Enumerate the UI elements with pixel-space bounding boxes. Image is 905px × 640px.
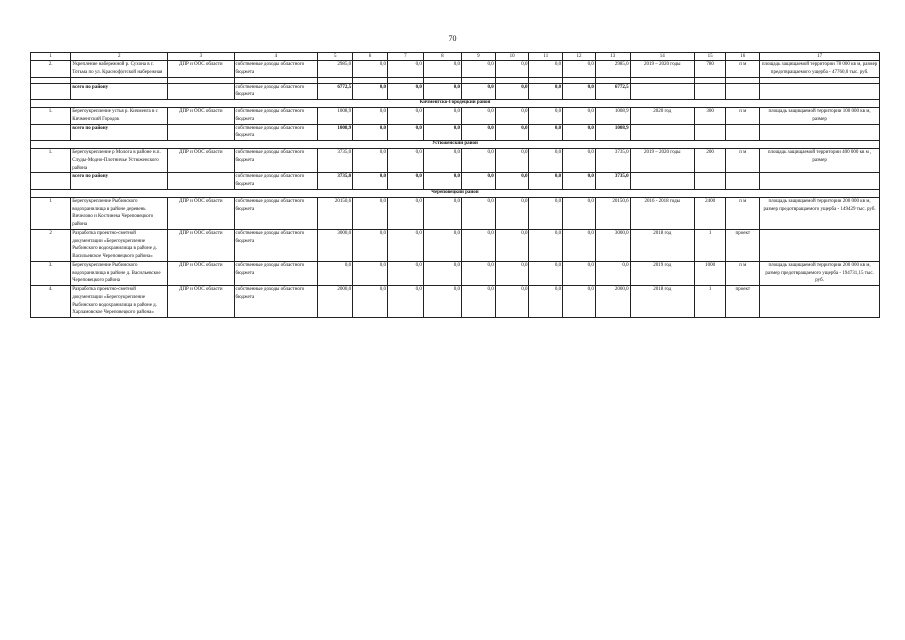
amount-cell: 0,0	[529, 286, 563, 318]
amount-cell: 2000,0	[318, 286, 353, 318]
amount-cell: 0,0	[387, 173, 423, 190]
result	[760, 83, 880, 100]
amount-cell: 0,0	[387, 108, 423, 125]
funding-source: собственные доходы областного бюджета	[234, 261, 318, 285]
amount-cell: 20150,6	[595, 197, 630, 229]
amount-cell: 0,0	[563, 261, 596, 285]
amount-cell: 6772,5	[595, 83, 630, 100]
funding-source: собственные доходы областного бюджета	[234, 124, 318, 141]
executor: ДПР и ООС области	[168, 149, 234, 173]
amount-cell: 0,0	[423, 286, 461, 318]
amount-cell: 0,0	[353, 173, 388, 190]
amount-cell: 2985,0	[318, 61, 353, 78]
column-number-7: 7	[387, 53, 423, 61]
funding-source: собственные доходы областного бюджета	[234, 108, 318, 125]
amount-cell: 0,0	[563, 61, 596, 78]
object-name: всего по району	[71, 124, 168, 141]
result: площадь защищаемой территории 400 000 кв м , размер	[760, 149, 880, 173]
funding-source: собственные доходы областного бюджета	[234, 197, 318, 229]
table-row	[31, 229, 880, 261]
years: 2019 – 2020 годы	[630, 149, 694, 173]
amount-cell: 0,0	[563, 108, 596, 125]
amount-cell: 0,0	[353, 83, 388, 100]
unit: п м	[726, 197, 760, 229]
amount-cell: 6772,5	[318, 83, 353, 100]
executor	[168, 83, 234, 100]
unit	[726, 173, 760, 190]
result	[760, 286, 880, 318]
amount-cell: 0,0	[461, 229, 495, 261]
amount-cell: 0,0	[423, 173, 461, 190]
result: площадь защищаемой территории 200 000 кв м, размер предотвращаемого ущерба - 194731,15 тыс. руб.	[760, 261, 880, 285]
amount-cell: 3735,0	[318, 149, 353, 173]
years: 2018 год	[630, 286, 694, 318]
amount-cell: 0,0	[563, 149, 596, 173]
amount-cell: 0,0	[423, 229, 461, 261]
amount-cell: 0,0	[461, 173, 495, 190]
amount-cell: 0,0	[387, 286, 423, 318]
column-number-14: 14	[630, 53, 694, 61]
amount-cell: 0,0	[387, 197, 423, 229]
amount-cell: 0,0	[529, 149, 563, 173]
executor: ДПР и ООС области	[168, 61, 234, 78]
amount-cell: 3000,0	[595, 229, 630, 261]
district-row	[31, 100, 880, 108]
header-row	[31, 53, 880, 61]
amount-cell: 0,0	[595, 261, 630, 285]
row-number: 2.	[31, 61, 71, 78]
unit: проект	[726, 229, 760, 261]
amount-cell: 0,0	[529, 173, 563, 190]
amount-cell: 0,0	[529, 261, 563, 285]
column-number-2: 2	[71, 53, 168, 61]
amount-cell: 3735,0	[318, 173, 353, 190]
amount-cell: 1008,9	[318, 108, 353, 125]
quantity: 200	[694, 149, 726, 173]
table-row	[31, 197, 880, 229]
amount-cell: 0,0	[495, 229, 529, 261]
district-title: Череповецкий район	[31, 189, 880, 197]
row-number	[31, 173, 71, 190]
row-number: 1	[31, 197, 71, 229]
column-number-11: 11	[529, 53, 563, 61]
amount-cell: 0,0	[423, 83, 461, 100]
amount-cell: 0,0	[563, 197, 596, 229]
amount-cell: 0,0	[529, 124, 563, 141]
amount-cell: 2000,0	[595, 286, 630, 318]
column-number-4: 4	[234, 53, 318, 61]
amount-cell: 0,0	[353, 229, 388, 261]
column-number-1: 1	[31, 53, 71, 61]
amount-cell: 0,0	[529, 83, 563, 100]
amount-cell: 0,0	[495, 124, 529, 141]
quantity	[694, 83, 726, 100]
amount-cell: 0,0	[461, 61, 495, 78]
object-name: всего по району	[71, 83, 168, 100]
executor: ДПР и ООС области	[168, 197, 234, 229]
amount-cell: 0,0	[353, 261, 388, 285]
amount-cell: 0,0	[387, 124, 423, 141]
row-number	[31, 124, 71, 141]
object-name: Берегоукрепление Рыбинского водохранилища в районе деревень Вичелово и Костинека Череповецкого района	[71, 197, 168, 229]
amount-cell: 3735,0	[595, 149, 630, 173]
result: площадь защищаемой территории 100 000 кв м, размер	[760, 108, 880, 125]
amount-cell: 1008,9	[318, 124, 353, 141]
quantity: 300	[694, 108, 726, 125]
amount-cell: 20150,6	[318, 197, 353, 229]
table-row	[31, 286, 880, 318]
column-number-8: 8	[423, 53, 461, 61]
object-name: Берегоукрепление устья р. Кичменга в с Кичменгский Городок	[71, 108, 168, 125]
amount-cell: 0,0	[495, 197, 529, 229]
object-name: Берегоукрепление р Молога в районе н.п. Слуды-Модно-Плотничье Устюженского района	[71, 149, 168, 173]
row-number: 1.	[31, 108, 71, 125]
amount-cell: 0,0	[461, 124, 495, 141]
amount-cell: 0,0	[563, 229, 596, 261]
years: 2020 год	[630, 108, 694, 125]
years	[630, 173, 694, 190]
amount-cell: 0,0	[461, 197, 495, 229]
amount-cell: 0,0	[461, 286, 495, 318]
funding-source: собственные доходы областного бюджета	[234, 61, 318, 78]
table-row	[31, 149, 880, 173]
column-number-10: 10	[495, 53, 529, 61]
amount-cell: 0,0	[495, 61, 529, 78]
quantity: 780	[694, 61, 726, 78]
amount-cell: 3000,0	[318, 229, 353, 261]
amount-cell: 0,0	[353, 197, 388, 229]
years	[630, 83, 694, 100]
amount-cell: 0,0	[461, 108, 495, 125]
amount-cell: 0,0	[387, 261, 423, 285]
funding-source: собственные доходы областного бюджета	[234, 149, 318, 173]
result	[760, 124, 880, 141]
executor: ДПР и ООС области	[168, 261, 234, 285]
district-total-row	[31, 124, 880, 141]
amount-cell: 0,0	[495, 83, 529, 100]
amount-cell: 0,0	[529, 61, 563, 78]
district-total-row	[31, 83, 880, 100]
amount-cell: 0,0	[563, 124, 596, 141]
object-name: Укрепление набережной р. Сухона в г. Тотьма по ул. Красноф|отской набережная	[71, 61, 168, 78]
amount-cell: 0,0	[529, 197, 563, 229]
program-table	[30, 52, 880, 318]
years: 2016 - 2018 годы	[630, 197, 694, 229]
district-row	[31, 189, 880, 197]
district-row	[31, 141, 880, 149]
amount-cell: 0,0	[495, 173, 529, 190]
object-name: Разработка проектно-сметной документации «Берегоукрепление Рыбинского водохранилища в районе д. Харламовское Череповецкого района»	[71, 286, 168, 318]
unit: п м	[726, 61, 760, 78]
unit	[726, 83, 760, 100]
amount-cell: 0,0	[495, 261, 529, 285]
amount-cell: 0,0	[563, 173, 596, 190]
row-number: 4.	[31, 286, 71, 318]
executor: ДПР и ООС области	[168, 108, 234, 125]
funding-source: собственные доходы областного бюджета	[234, 83, 318, 100]
amount-cell: 2985,0	[595, 61, 630, 78]
quantity: 1	[694, 229, 726, 261]
amount-cell: 0,0	[461, 261, 495, 285]
years	[630, 124, 694, 141]
column-number-17: 17	[760, 53, 880, 61]
executor: ДПР и ООС области	[168, 286, 234, 318]
years: 2019 – 2020 годы	[630, 61, 694, 78]
amount-cell: 0,0	[387, 229, 423, 261]
result: площадь защищаемой территории 200 000 кв м, размер предотвращаемого ущерба - 149429 тыс. руб.	[760, 197, 880, 229]
page-number: 70	[448, 34, 457, 43]
amount-cell: 0,0	[353, 108, 388, 125]
amount-cell: 1008,9	[595, 108, 630, 125]
unit: проект	[726, 286, 760, 318]
funding-source: собственные доходы областного бюджета	[234, 173, 318, 190]
amount-cell: 0,0	[495, 149, 529, 173]
district-title: Устюженский район	[31, 141, 880, 149]
amount-cell: 0,0	[353, 149, 388, 173]
unit	[726, 124, 760, 141]
column-number-15: 15	[694, 53, 726, 61]
result: площадь защищаемой территории 78 000 кв м, размер предотвращаемого ущерба - 47760,0 тыс. руб.	[760, 61, 880, 78]
column-number-6: 6	[353, 53, 388, 61]
executor	[168, 173, 234, 190]
amount-cell: 0,0	[353, 124, 388, 141]
years: 2019 год	[630, 261, 694, 285]
executor: ДПР и ООС области	[168, 229, 234, 261]
unit: п м	[726, 108, 760, 125]
amount-cell: 0,0	[387, 149, 423, 173]
amount-cell: 0,0	[495, 108, 529, 125]
amount-cell: 1008,9	[595, 124, 630, 141]
quantity	[694, 173, 726, 190]
amount-cell: 0,0	[495, 286, 529, 318]
amount-cell: 0,0	[461, 149, 495, 173]
unit: п м	[726, 261, 760, 285]
quantity: 2400	[694, 197, 726, 229]
quantity: 1	[694, 286, 726, 318]
amount-cell: 3735,0	[595, 173, 630, 190]
district-title: Кичменгско-Городецкий район	[31, 100, 880, 108]
result	[760, 229, 880, 261]
column-number-3: 3	[168, 53, 234, 61]
object-name: Разработка проектно-сметной документации «Берегоукрепление Рыбинского водохранилища в районе д. Васильевское Череповецкого района»	[71, 229, 168, 261]
object-name: всего по району	[71, 173, 168, 190]
amount-cell: 0,0	[461, 83, 495, 100]
column-number-16: 16	[726, 53, 760, 61]
funding-source: собственные доходы областного бюджета	[234, 229, 318, 261]
table-row	[31, 261, 880, 285]
column-number-9: 9	[461, 53, 495, 61]
funding-source: собственные доходы областного бюджета	[234, 286, 318, 318]
row-number: 3.	[31, 261, 71, 285]
table-row	[31, 61, 880, 78]
table-row	[31, 108, 880, 125]
row-number	[31, 83, 71, 100]
executor	[168, 124, 234, 141]
amount-cell: 0,0	[563, 83, 596, 100]
years: 2018 год	[630, 229, 694, 261]
column-number-5: 5	[318, 53, 353, 61]
amount-cell: 0,0	[353, 286, 388, 318]
quantity: 1000	[694, 261, 726, 285]
row-number: 2	[31, 229, 71, 261]
column-number-12: 12	[563, 53, 596, 61]
amount-cell: 0,0	[423, 197, 461, 229]
amount-cell: 0,0	[423, 149, 461, 173]
result	[760, 173, 880, 190]
unit: п м	[726, 149, 760, 173]
row-number: 1.	[31, 149, 71, 173]
amount-cell: 0,0	[529, 108, 563, 125]
amount-cell: 0,0	[529, 229, 563, 261]
amount-cell: 0,0	[353, 61, 388, 78]
amount-cell: 0,0	[563, 286, 596, 318]
amount-cell: 0,0	[423, 108, 461, 125]
amount-cell: 0,0	[423, 124, 461, 141]
district-total-row	[31, 173, 880, 190]
amount-cell: 0,0	[387, 83, 423, 100]
quantity	[694, 124, 726, 141]
amount-cell: 0,0	[318, 261, 353, 285]
amount-cell: 0,0	[423, 261, 461, 285]
amount-cell: 0,0	[387, 61, 423, 78]
object-name: Берегоукрепление Рыбинского водохранилища в районе д. Васильевское Череповецкого района	[71, 261, 168, 285]
column-number-13: 13	[595, 53, 630, 61]
amount-cell: 0,0	[423, 61, 461, 78]
